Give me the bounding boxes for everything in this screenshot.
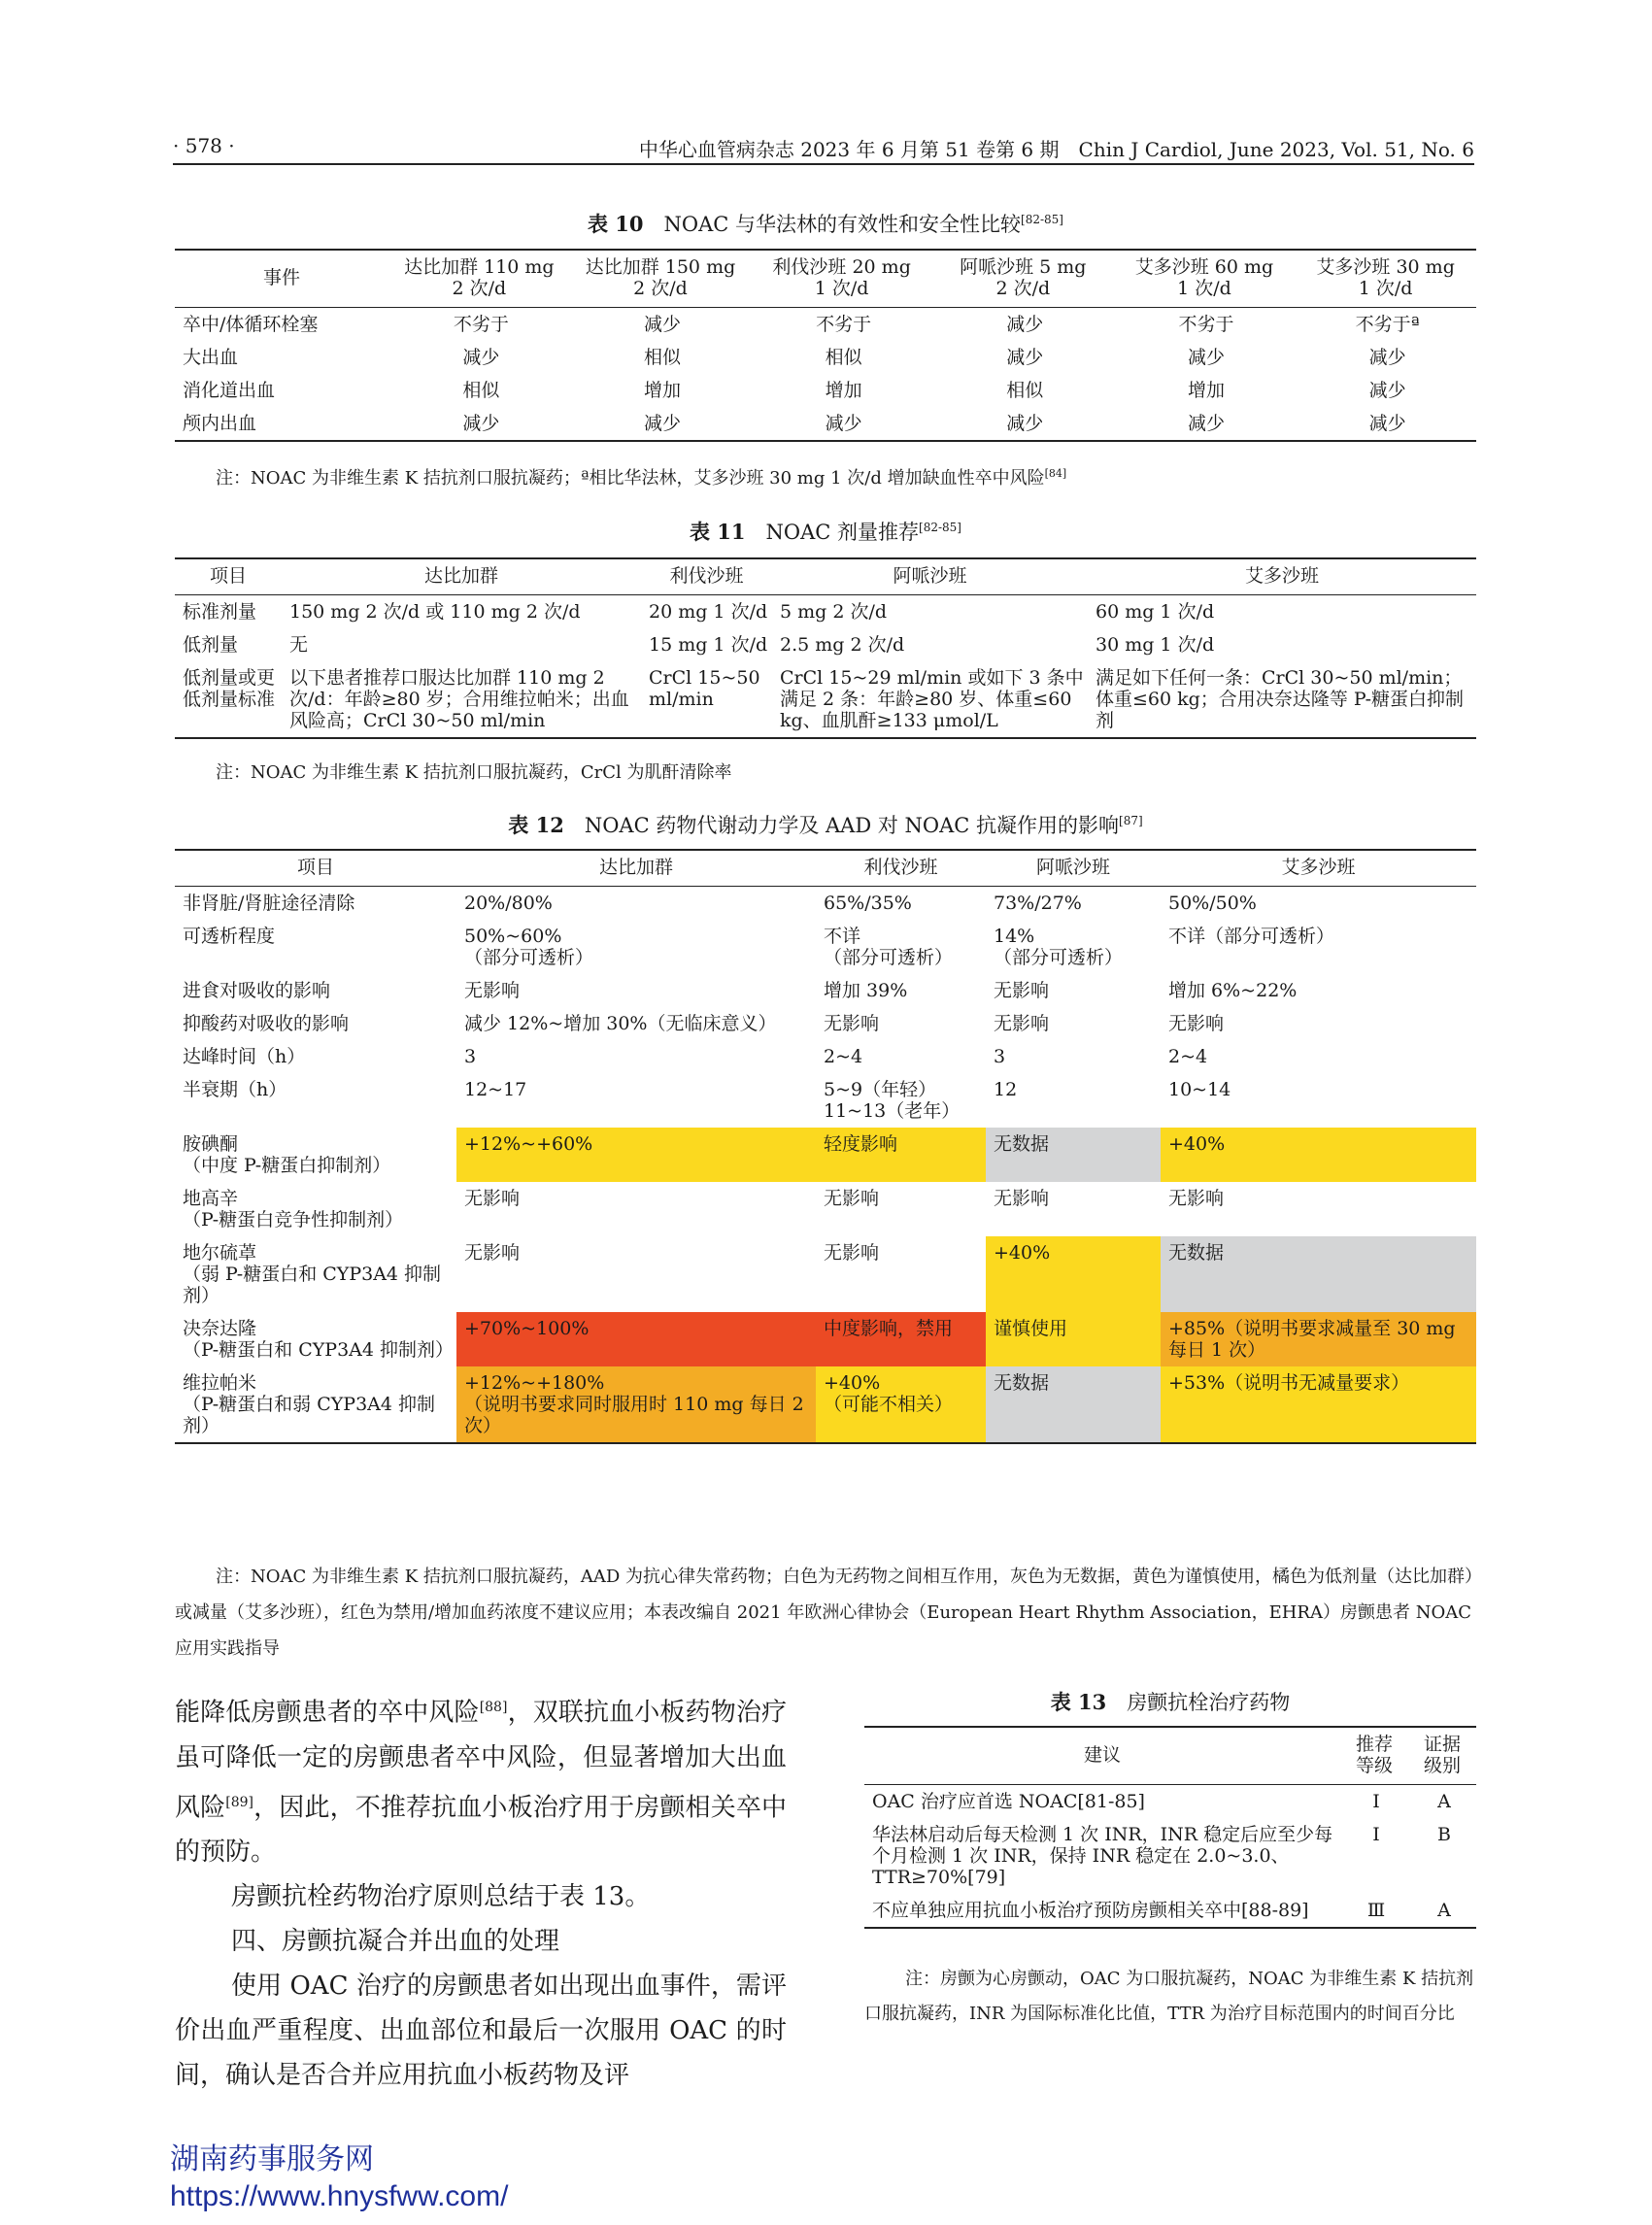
column-header: 阿哌沙班 bbox=[1035, 857, 1110, 878]
table10-note: 注：NOAC 为非维生素 K 拮抗剂口服抗凝药；ª相比华法林，艾多沙班 30 mg 1 次/d 增加缺血性卒中风险[84] bbox=[216, 467, 1067, 489]
interaction-cell: 中度影响，禁用 bbox=[816, 1312, 986, 1366]
table-row bbox=[175, 407, 1476, 441]
table-cell: 5 mg 2 次/d bbox=[780, 601, 888, 623]
interaction-cell: 无影响 bbox=[994, 1188, 1050, 1209]
table-cell: 20%/80% bbox=[464, 893, 553, 914]
table-cell: 减少 bbox=[1187, 413, 1225, 434]
table-row bbox=[175, 1007, 1476, 1040]
table-cell: 达峰时间（h） bbox=[183, 1046, 306, 1067]
table-cell: 决奈达隆 （P-糖蛋白和 CYP3A4 抑制剂） bbox=[183, 1318, 455, 1361]
table-cell: 非肾脏/肾脏途径清除 bbox=[183, 893, 355, 914]
table-row bbox=[175, 887, 1476, 921]
column-header: 艾多沙班 60 mg 1 次/d bbox=[1134, 256, 1274, 299]
table-cell: 满足如下任何一条：CrCl 30~50 ml/min；体重≤60 kg；合用决奈达隆等 P-糖蛋白抑制剂 bbox=[1096, 667, 1465, 731]
table-cell: 减少 bbox=[462, 347, 500, 368]
table-cell: 减少 bbox=[462, 413, 500, 434]
column-header: 项目 bbox=[296, 857, 334, 878]
table-header-row bbox=[175, 250, 1476, 308]
table-cell: 低剂量 bbox=[183, 634, 239, 656]
table-row bbox=[175, 1312, 1476, 1366]
table-cell: 增加 bbox=[1187, 380, 1225, 401]
table-cell: 地尔硫䓬 （弱 P-糖蛋白和 CYP3A4 抑制剂） bbox=[183, 1242, 442, 1306]
table-header-row bbox=[175, 558, 1476, 595]
column-header: 利伐沙班 bbox=[863, 857, 938, 878]
interaction-cell: +12%~+60% bbox=[456, 1128, 816, 1182]
table-cell: 不详（部分可透析） bbox=[1168, 926, 1335, 947]
table12-caption: 表 12 NOAC 药物代谢动力学及 AAD 对 NOAC 抗凝作用的影响[87] bbox=[508, 813, 1143, 837]
table-cell: 减少 bbox=[1006, 413, 1044, 434]
table-cell: 半衰期（h） bbox=[183, 1079, 287, 1100]
table-cell: 60 mg 1 次/d bbox=[1096, 601, 1215, 623]
column-header: 达比加群 150 mg 2 次/d bbox=[585, 256, 736, 299]
table-cell: 不劣于ª bbox=[1355, 314, 1420, 335]
table11-note: 注：NOAC 为非维生素 K 拮抗剂口服抗凝药，CrCl 为肌酐清除率 bbox=[216, 762, 732, 783]
table-cell: 减少 12%~增加 30%（无临床意义） bbox=[464, 1013, 777, 1034]
table-cell: 低剂量或更低剂量标准 bbox=[183, 667, 276, 710]
interaction-cell: +53%（说明书无减量要求） bbox=[1161, 1366, 1476, 1443]
table-cell: OAC 治疗应首选 NOAC[81-85] bbox=[872, 1791, 1145, 1812]
table-cell: 65%/35% bbox=[824, 893, 912, 914]
paragraph: 能降低房颤患者的卒中风险[88]，双联抗血小板药物治疗虽可降低一定的房颤患者卒中风险，但显著增加大出血风险[89]，因此，不推荐抗血小板治疗用于房颤相关卒中的预防。 bbox=[175, 1698, 787, 1868]
table-cell: 5~9（年轻） 11~13（老年） bbox=[824, 1079, 961, 1122]
table13 bbox=[864, 1726, 1476, 1929]
table-cell: 无影响 bbox=[994, 980, 1050, 1001]
table-header-row bbox=[175, 850, 1476, 887]
table-cell: 卒中/体循环栓塞 bbox=[183, 314, 319, 335]
table-cell: 减少 bbox=[825, 413, 862, 434]
table-row bbox=[175, 920, 1476, 974]
table-cell: 增加 bbox=[643, 380, 681, 401]
table-cell: 无影响 bbox=[1168, 1013, 1225, 1034]
table-cell: 相似 bbox=[825, 347, 862, 368]
body-text bbox=[175, 1685, 787, 2098]
page-number: · 578 · bbox=[173, 134, 235, 157]
column-header: 阿哌沙班 bbox=[893, 565, 967, 587]
table-cell: 不劣于 bbox=[1178, 314, 1234, 335]
interaction-cell: +40% bbox=[1161, 1128, 1476, 1182]
table11-caption: 表 11 NOAC 剂量推荐[82-85] bbox=[689, 520, 961, 544]
table-row bbox=[175, 595, 1476, 629]
table-cell: Ⅰ bbox=[1372, 1791, 1380, 1812]
table-cell: Ⅲ bbox=[1366, 1900, 1386, 1921]
table-row bbox=[175, 1040, 1476, 1073]
table-header-row bbox=[864, 1727, 1476, 1785]
table12 bbox=[175, 849, 1476, 1444]
table-cell: 3 bbox=[994, 1046, 1006, 1067]
site-watermark bbox=[170, 2141, 508, 2215]
table-row bbox=[864, 1818, 1476, 1894]
table-cell: 减少 bbox=[1368, 347, 1406, 368]
table-cell: 增加 bbox=[825, 380, 862, 401]
table-cell: B bbox=[1437, 1824, 1451, 1845]
paragraph: 房颤抗栓药物治疗原则总结于表 13。 bbox=[231, 1882, 651, 1912]
column-header: 达比加群 bbox=[598, 857, 673, 878]
column-header: 艾多沙班 bbox=[1244, 565, 1319, 587]
table-cell: 相似 bbox=[1006, 380, 1044, 401]
column-header: 阿哌沙班 5 mg 2 次/d bbox=[960, 256, 1087, 299]
interaction-cell: 无数据 bbox=[986, 1366, 1161, 1443]
table-cell: 50%/50% bbox=[1168, 893, 1257, 914]
table11 bbox=[175, 557, 1476, 739]
table-cell: 50%~60% （部分可透析） bbox=[464, 926, 594, 968]
column-header: 项目 bbox=[209, 565, 247, 587]
column-header: 建议 bbox=[1083, 1744, 1121, 1766]
interaction-cell: 无影响 bbox=[1168, 1188, 1225, 1209]
table10-caption: 表 10 NOAC 与华法林的有效性和安全性比较[82-85] bbox=[587, 212, 1063, 236]
table-cell: 相似 bbox=[643, 347, 681, 368]
column-header: 推荐 等级 bbox=[1355, 1734, 1393, 1776]
column-header: 艾多沙班 30 mg 1 次/d bbox=[1316, 256, 1455, 299]
table-cell: 以下患者推荐口服达比加群 110 mg 2 次/d：年龄≥80 岁；合用维拉帕米；出血风险高；CrCl 30~50 ml/min bbox=[289, 667, 629, 731]
table-cell: 地高辛 （P-糖蛋白竞争性抑制剂） bbox=[183, 1188, 404, 1230]
table-cell: 标准剂量 bbox=[183, 601, 257, 623]
table-cell: 减少 bbox=[1006, 314, 1044, 335]
table-row bbox=[175, 374, 1476, 407]
table-cell: 不应单独应用抗血小板治疗预防房颤相关卒中[88-89] bbox=[872, 1900, 1309, 1921]
interaction-cell: +12%~+180% （说明书要求同时服用时 110 mg 每日 2 次） bbox=[456, 1366, 816, 1443]
table-cell: 进食对吸收的影响 bbox=[183, 980, 331, 1001]
interaction-cell: +70%~100% bbox=[456, 1312, 816, 1366]
table-cell: 2~4 bbox=[824, 1046, 863, 1067]
column-header: 达比加群 110 mg 2 次/d bbox=[404, 256, 555, 299]
running-header bbox=[173, 128, 1474, 165]
table-row bbox=[175, 974, 1476, 1007]
table-cell: 消化道出血 bbox=[183, 380, 276, 401]
table-row bbox=[175, 1073, 1476, 1128]
table-cell: 不详 （部分可透析） bbox=[824, 926, 954, 968]
interaction-cell: 无影响 bbox=[464, 1242, 521, 1264]
table-cell: 减少 bbox=[643, 413, 681, 434]
table-cell: 无影响 bbox=[464, 980, 521, 1001]
table-cell: 无影响 bbox=[824, 1013, 880, 1034]
table-cell: CrCl 15~50 ml/min bbox=[649, 667, 760, 710]
table-cell: CrCl 15~29 ml/min 或如下 3 条中满足 2 条：年龄≥80 岁、体重≤60 kg、血肌酐≥133 μmol/L bbox=[780, 667, 1084, 731]
table-cell: 30 mg 1 次/d bbox=[1096, 634, 1215, 656]
journal-citation: 中华心血管病杂志 2023 年 6 月第 51 卷第 6 期 Chin J Cardiol, June 2023, Vol. 51, No. 6 bbox=[638, 138, 1474, 161]
table-row bbox=[175, 1182, 1476, 1236]
table-row bbox=[175, 661, 1476, 738]
site-url[interactable]: https://www.hnysfww.com/ bbox=[170, 2180, 509, 2212]
table12-note: 注：NOAC 为非维生素 K 拮抗剂口服抗凝药，AAD 为抗心律失常药物；白色为无药物之间相互作用，灰色为无数据，黄色为谨慎使用，橘色为低剂量（达比加群）或减量（艾多沙班），红色为禁用/增加血药浓度不建议应用；本表改编自 2021 年欧洲心律协会（European Heart Rhythm Association，EHRA）房颤患者 NOAC 应用实践指导 bbox=[175, 1567, 1474, 1659]
table-row bbox=[864, 1894, 1476, 1928]
table13-note: 注：房颤为心房颤动，OAC 为口服抗凝药，NOAC 为非维生素 K 拮抗剂口服抗凝药，INR 为国际标准化比值，TTR 为治疗目标范围内的时间百分比 bbox=[864, 1969, 1474, 2024]
table-cell: 大出血 bbox=[183, 347, 239, 368]
column-header: 事件 bbox=[262, 267, 300, 288]
section-heading: 四、房颤抗凝合并出血的处理 bbox=[231, 1927, 560, 1957]
table-cell: A bbox=[1437, 1900, 1451, 1921]
table13-caption: 表 13 房颤抗栓治疗药物 bbox=[1050, 1690, 1291, 1714]
table-cell: 减少 bbox=[1368, 380, 1406, 401]
table-cell: 可透析程度 bbox=[183, 926, 276, 947]
table-cell: 抑酸药对吸收的影响 bbox=[183, 1013, 350, 1034]
paragraph: 使用 OAC 治疗的房颤患者如出现出血事件，需评价出血严重程度、出血部位和最后一次服用 OAC 的时间，确认是否合并应用抗血小板药物及评 bbox=[175, 1972, 787, 2091]
table-cell: 不劣于 bbox=[816, 314, 872, 335]
interaction-cell: 无影响 bbox=[824, 1188, 880, 1209]
table-cell: 3 bbox=[464, 1046, 477, 1067]
column-header: 证据 级别 bbox=[1423, 1734, 1461, 1776]
table-cell: 减少 bbox=[1187, 347, 1225, 368]
table-cell: 减少 bbox=[1368, 413, 1406, 434]
table-cell: 胺碘酮 （中度 P-糖蛋白抑制剂） bbox=[183, 1133, 391, 1176]
table-cell: 不劣于 bbox=[453, 314, 509, 335]
table-cell: 20 mg 1 次/d bbox=[649, 601, 768, 623]
table-cell: 增加 6%~22% bbox=[1168, 980, 1298, 1001]
column-header: 利伐沙班 20 mg 1 次/d bbox=[772, 256, 911, 299]
interaction-cell: +40% （可能不相关） bbox=[816, 1366, 986, 1443]
interaction-cell: 无影响 bbox=[464, 1188, 521, 1209]
table-row bbox=[175, 308, 1476, 342]
table-row bbox=[175, 341, 1476, 374]
table-cell: 减少 bbox=[1006, 347, 1044, 368]
table-row bbox=[175, 628, 1476, 661]
table-cell: 15 mg 1 次/d bbox=[649, 634, 768, 656]
table-cell: 12 bbox=[994, 1079, 1018, 1100]
table-cell: 无 bbox=[289, 634, 309, 656]
table-cell: Ⅰ bbox=[1372, 1824, 1380, 1845]
table-row bbox=[175, 1366, 1476, 1443]
table-row bbox=[864, 1785, 1476, 1819]
table-cell: 150 mg 2 次/d 或 110 mg 2 次/d bbox=[289, 601, 581, 623]
interaction-cell: 轻度影响 bbox=[816, 1128, 986, 1182]
table-cell: 相似 bbox=[462, 380, 500, 401]
interaction-cell: 无影响 bbox=[824, 1242, 880, 1264]
table10 bbox=[175, 249, 1476, 442]
table-row bbox=[175, 1236, 1476, 1312]
table-cell: 2.5 mg 2 次/d bbox=[780, 634, 905, 656]
site-name: 湖南药事服务网 bbox=[170, 2143, 374, 2175]
table-cell: 2~4 bbox=[1168, 1046, 1208, 1067]
table-cell: 维拉帕米 （P-糖蛋白和弱 CYP3A4 抑制剂） bbox=[183, 1372, 436, 1436]
interaction-cell: 无数据 bbox=[1161, 1236, 1476, 1312]
table-cell: 颅内出血 bbox=[183, 413, 257, 434]
table-cell: 无影响 bbox=[994, 1013, 1050, 1034]
interaction-cell: 谨慎使用 bbox=[986, 1312, 1161, 1366]
table-cell: A bbox=[1437, 1791, 1451, 1812]
column-header: 利伐沙班 bbox=[669, 565, 744, 587]
column-header: 艾多沙班 bbox=[1281, 857, 1356, 878]
table-cell: 12~17 bbox=[464, 1079, 527, 1100]
interaction-cell: 无数据 bbox=[986, 1128, 1161, 1182]
table-cell: 73%/27% bbox=[994, 893, 1082, 914]
interaction-cell: +85%（说明书要求减量至 30 mg 每日 1 次） bbox=[1161, 1312, 1476, 1366]
table-cell: 华法林启动后每天检测 1 次 INR，INR 稳定后应至少每个月检测 1 次 INR，保持 INR 稳定在 2.0~3.0、TTR≥70%[79] bbox=[872, 1824, 1333, 1888]
table-cell: 14% （部分可透析） bbox=[994, 926, 1124, 968]
interaction-cell: +40% bbox=[986, 1236, 1161, 1312]
table-row bbox=[175, 1128, 1476, 1182]
column-header: 达比加群 bbox=[423, 565, 498, 587]
table-cell: 减少 bbox=[643, 314, 681, 335]
table-cell: 10~14 bbox=[1168, 1079, 1231, 1100]
table-cell: 增加 39% bbox=[824, 980, 908, 1001]
